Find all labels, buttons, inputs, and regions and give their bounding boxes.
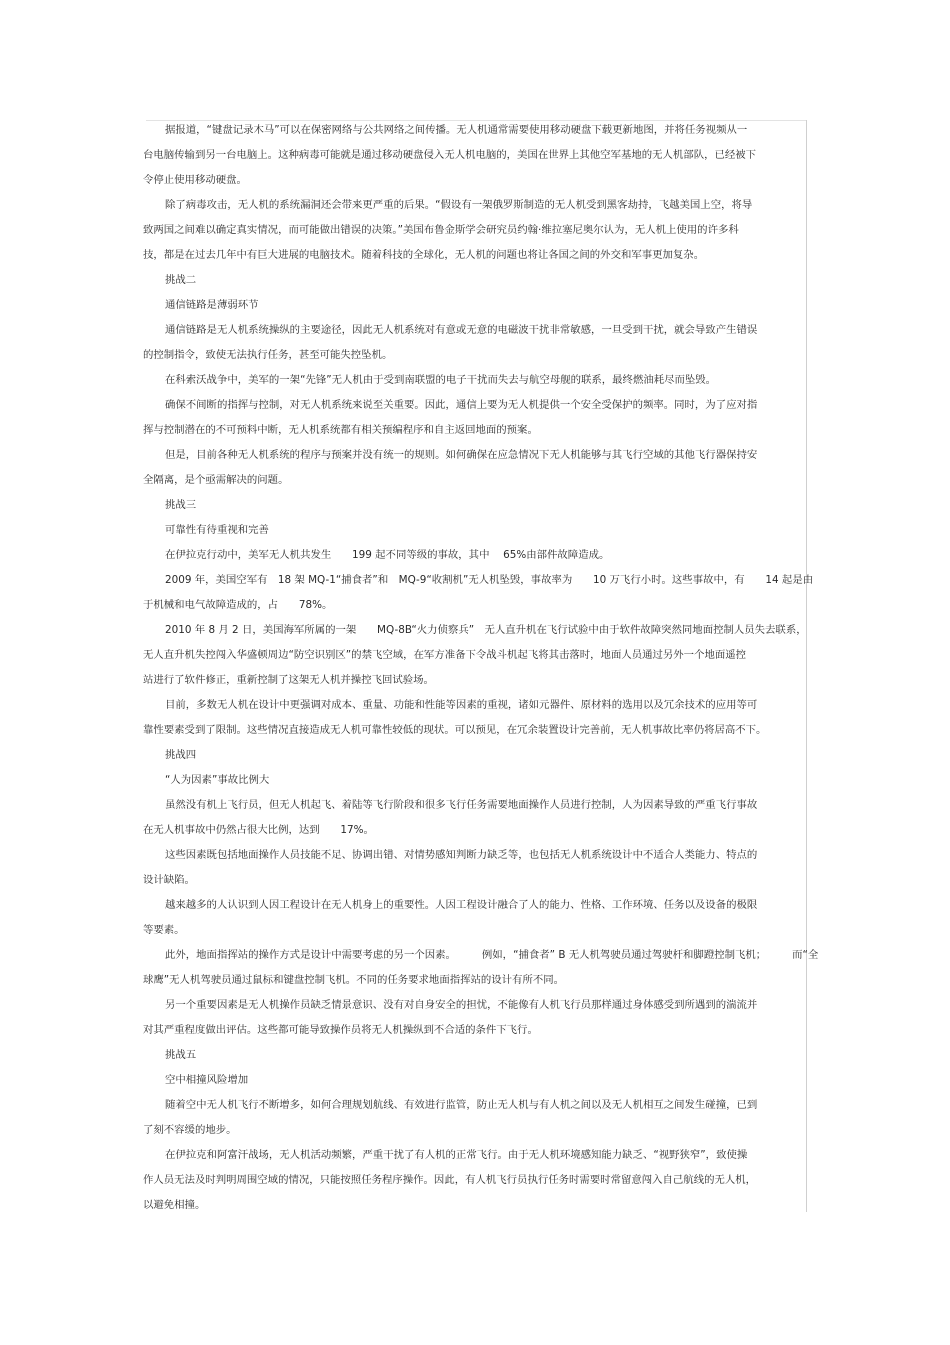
text-line: 但是，目前各种无人机系统的程序与预案并没有统一的规则。如何确保在应急情况下无人机能够与其飞行空域的其他飞行器保持安 bbox=[165, 449, 758, 461]
text-line: 致两国之间难以确定真实情况，而可能做出错误的决策。”美国布鲁金斯学会研究员约翰·维拉塞尼奥尔认为，无人机上使用的许多科 bbox=[143, 224, 739, 236]
text-line: 了刻不容缓的地步。 bbox=[143, 1124, 237, 1136]
text-line: 目前，多数无人机在设计中更强调对成本、重量、功能和性能等因素的重视，诸如元器件、原材料的选用以及冗余技术的应用等可 bbox=[165, 699, 758, 711]
section-subtitle: 通信链路是薄弱环节 bbox=[165, 299, 259, 311]
page-border-right bbox=[806, 120, 807, 1212]
section-heading: 挑战五 bbox=[165, 1049, 197, 1061]
section-heading: 挑战三 bbox=[165, 499, 197, 511]
text-line: 台电脑传输到另一台电脑上。这种病毒可能就是通过移动硬盘侵入无人机电脑的，美国在世界上其他空军基地的无人机部队，已经被下 bbox=[143, 149, 757, 161]
text-line: 据报道，“键盘记录木马”可以在保密网络与公共网络之间传播。无人机通常需要使用移动硬盘下载更新地图，并将任务视频从一 bbox=[165, 124, 748, 136]
text-line: 越来越多的人认识到人因工程设计在无人机身上的重要性。人因工程设计融合了人的能力、性格、工作环境、任务以及设备的极限 bbox=[165, 899, 758, 911]
text-line: 随着空中无人机飞行不断增多，如何合理规划航线、有效进行监管，防止无人机与有人机之间以及无人机相互之间发生碰撞，已到 bbox=[165, 1099, 758, 1111]
text-line: 在无人机事故中仍然占很大比例，达到 17%。 bbox=[143, 824, 374, 836]
text-line: 这些因素既包括地面操作人员技能不足、协调出错、对情势感知判断力缺乏等，也包括无人机系统设计中不适合人类能力、特点的 bbox=[165, 849, 758, 861]
text-line: 虽然没有机上飞行员，但无人机起飞、着陆等飞行阶段和很多飞行任务需要地面操作人员进行控制，人为因素导致的严重飞行事故 bbox=[165, 799, 758, 811]
section-subtitle: 可靠性有待重视和完善 bbox=[165, 524, 269, 536]
text-line: 此外，地面指挥站的操作方式是设计中需要考虑的另一个因素。 例如，“捕食者” B 无人机驾驶员通过驾驶杆和脚蹬控制飞机； 而“全 bbox=[165, 949, 819, 961]
text-line: 设计缺陷。 bbox=[143, 874, 195, 886]
text-line: 除了病毒攻击，无人机的系统漏洞还会带来更严重的后果。“假设有一架俄罗斯制造的无人机受到黑客劫持，飞越美国上空，将导 bbox=[165, 199, 753, 211]
text-line: 靠性要素受到了限制。这些情况直接造成无人机可靠性较低的现状。可以预见，在冗余装置设计完善前，无人机事故比率仍将居高不下。 bbox=[143, 724, 767, 736]
text-line: 挥与控制潜在的不可预料中断，无人机系统都有相关预编程序和自主返回地面的预案。 bbox=[143, 424, 538, 436]
text-line: 确保不间断的指挥与控制，对无人机系统来说至关重要。因此，通信上要为无人机提供一个安全受保护的频率。同时，为了应对指 bbox=[165, 399, 758, 411]
text-line: 2010 年 8 月 2 日，美国海军所属的一架 MQ-8B“火力侦察兵” 无人直升机在飞行试验中由于软件故障突然同地面控制人员失去联系， bbox=[165, 624, 807, 636]
text-line: 作人员无法及时判明周围空域的情况，只能按照任务程序操作。因此，有人机飞行员执行任务时需要时常留意闯入自己航线的无人机， bbox=[143, 1174, 757, 1186]
text-line: 技，都是在过去几年中有巨大进展的电脑技术。随着科技的全球化，无人机的问题也将让各国之间的外交和军事更加复杂。 bbox=[143, 249, 705, 261]
text-line: 令停止使用移动硬盘。 bbox=[143, 174, 247, 186]
text-line: 球鹰”无人机驾驶员通过鼠标和键盘控制飞机。不同的任务要求地面指挥站的设计有所不同。 bbox=[143, 974, 565, 986]
text-line: 的控制指令，致使无法执行任务，甚至可能失控坠机。 bbox=[143, 349, 393, 361]
text-line: 通信链路是无人机系统操纵的主要途径，因此无人机系统对有意或无意的电磁波干扰非常敏感，一旦受到干扰，就会导致产生错误 bbox=[165, 324, 758, 336]
text-line: 在伊拉克行动中，美军无人机共发生 199 起不同等级的事故，其中 65%由部件故障造成。 bbox=[165, 549, 610, 561]
text-line: 站进行了软件修正，重新控制了这架无人机并操控飞回试验场。 bbox=[143, 674, 434, 686]
text-line: 于机械和电气故障造成的，占 78%。 bbox=[143, 599, 333, 611]
section-subtitle: “人为因素”事故比例大 bbox=[165, 774, 270, 786]
text-line: 在科索沃战争中，美军的一架“先锋”无人机由于受到南联盟的电子干扰而失去与航空母舰的联系，最终燃油耗尽而坠毁。 bbox=[165, 374, 717, 386]
text-line: 在伊拉克和阿富汗战场，无人机活动频繁，严重干扰了有人机的正常飞行。由于无人机环境感知能力缺乏、“视野狭窄”，致使操 bbox=[165, 1149, 748, 1161]
text-line: 2009 年，美国空军有 18 架 MQ-1“捕食者”和 MQ-9“收割机”无人机坠毁，事故率为 10 万飞行小时。这些事故中，有 14 起是由 bbox=[165, 574, 814, 586]
text-line: 另一个重要因素是无人机操作员缺乏情景意识、没有对自身安全的担忧，不能像有人机飞行员那样通过身体感受到所遇到的湍流并 bbox=[165, 999, 758, 1011]
section-heading: 挑战四 bbox=[165, 749, 197, 761]
text-line: 无人直升机失控闯入华盛顿周边“防空识别区”的禁飞空域，在军方准备下令战斗机起飞将其击落时，地面人员通过另外一个地面遥控 bbox=[143, 649, 747, 661]
section-heading: 挑战二 bbox=[165, 274, 197, 286]
text-line: 全隔离，是个亟需解决的问题。 bbox=[143, 474, 289, 486]
page-border-top bbox=[146, 120, 807, 121]
text-line: 等要素。 bbox=[143, 924, 185, 936]
text-line: 对其严重程度做出评估。这些都可能导致操作员将无人机操纵到不合适的条件下飞行。 bbox=[143, 1024, 538, 1036]
text-line: 以避免相撞。 bbox=[143, 1199, 206, 1211]
section-subtitle: 空中相撞风险增加 bbox=[165, 1074, 249, 1086]
